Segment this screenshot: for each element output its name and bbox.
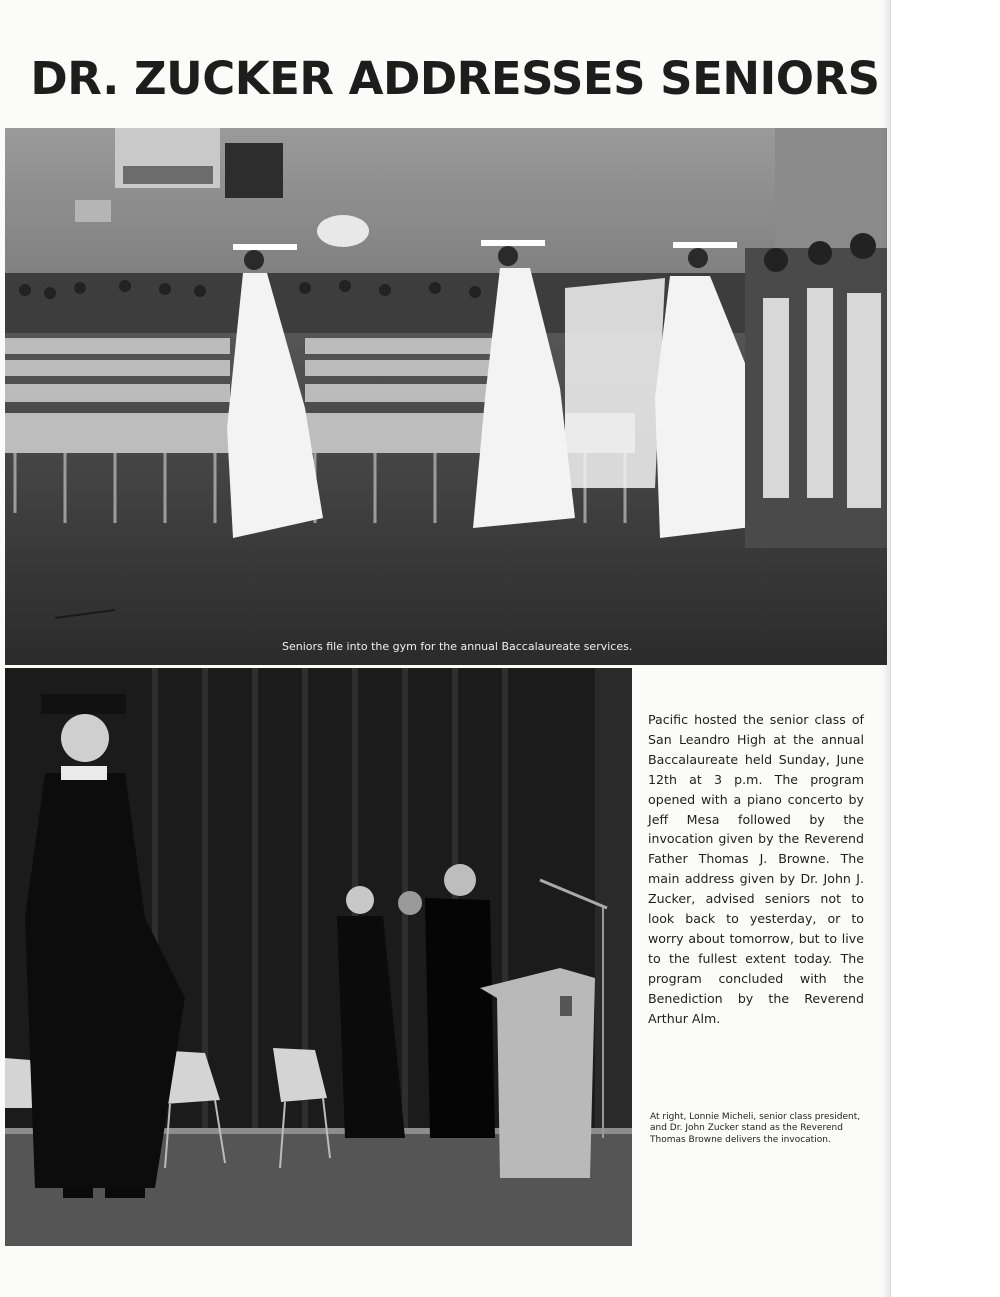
- article-body: Pacific hosted the senior class of San Leandro High at the annual Baccalaureate held Sunday, June 12th at 3 p.m. The program opened with a piano concerto by Jeff Mesa followed by the invocation given by the Reverend Father Thomas J. Browne. The main address given by Dr. John J. Zucker, advised seniors not to look back to yesterday, or to worry about tomorrow, but to live to the fullest extent today. The program concluded with the Benediction by the Reverend Arthur Alm.: [648, 712, 864, 1026]
- page-headline: DR. ZUCKER ADDRESSES SENIORS: [30, 52, 880, 105]
- bottom-photo-caption: At right, Lonnie Micheli, senior class president, and Dr. John Zucker stand as the Reverend Thomas Browne delivers the invocation.: [650, 1112, 861, 1145]
- gym-procession-photo: [5, 128, 887, 665]
- stage-invocation-photo: [5, 668, 632, 1246]
- top-photo-caption: Seniors file into the gym for the annual Baccalaureate services.: [282, 640, 633, 653]
- page-edge-shadow: [882, 0, 890, 1297]
